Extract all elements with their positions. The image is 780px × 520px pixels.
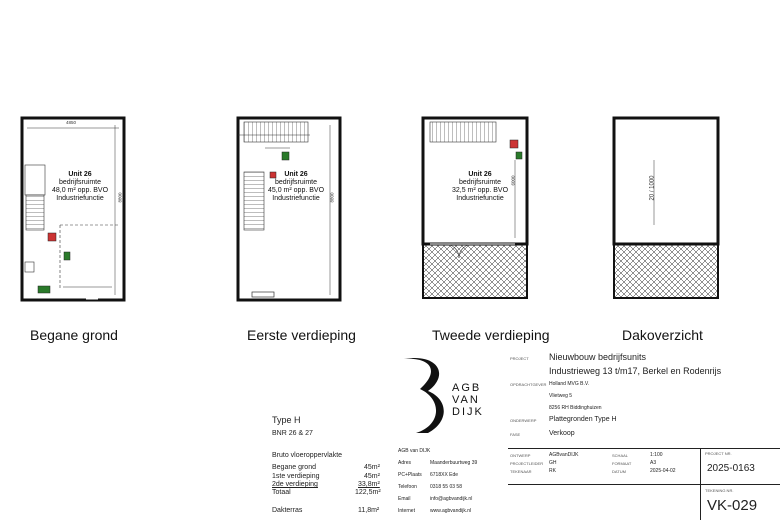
project-title: Nieuwbouw bedrijfsunits	[549, 352, 647, 362]
contact-value: www.agbvandijk.nl	[430, 508, 472, 514]
meta-value: AGBvanDIJK	[549, 452, 579, 458]
bvo-row-label: 2de verdieping	[272, 481, 318, 488]
plan1-width-dim: 4850	[66, 120, 77, 125]
caption-dakoverzicht: Dakoverzicht	[622, 327, 703, 343]
plan-dakoverzicht	[614, 118, 718, 298]
caption-begane-grond: Begane grond	[30, 327, 118, 343]
meta-value: A3	[650, 460, 657, 466]
meta-divider	[700, 448, 701, 520]
contact-value: Maanderbuurtweg 39	[430, 460, 478, 466]
contact-value: 0318 55 03 58	[430, 484, 462, 490]
contact-value: 6718XX Ede	[430, 472, 459, 478]
subject-value: Plattegronden Type H	[549, 416, 617, 423]
bvo-row-value: 122,5m²	[355, 489, 381, 496]
bvo-row-value: 45m²	[364, 464, 380, 471]
firm-name: AGB van DIJK	[398, 448, 431, 454]
client-label: OPDRACHTGEVER	[510, 382, 547, 387]
contact-label: Email	[398, 496, 411, 502]
plan-eerste-verdieping	[238, 118, 340, 300]
drawing-nr-label: TEKENING NR.	[705, 488, 734, 493]
plan2-room-label: Unit 26 bedrijfsruimte 45,0 m² opp. BVO Industriefunctie	[267, 171, 325, 202]
meta-label: PROJECTLEIDER	[510, 461, 544, 466]
contact-label: Telefoon	[398, 484, 417, 490]
plan3-depth-dim: 6000	[510, 175, 516, 186]
meta-label: FORMAAT	[612, 461, 632, 466]
bvo-row-value: 11,8m²	[358, 507, 380, 514]
meta-label: SCHAAL	[612, 453, 629, 458]
meta-label: ONTWERP	[510, 453, 531, 458]
client-line: 8256 RH Biddinghuizen	[549, 405, 602, 411]
meta-value: 2025-04-02	[650, 468, 676, 474]
project-label: PROJECT	[510, 356, 529, 361]
agb-logo	[398, 355, 448, 437]
drawing-nr-value: VK-029	[707, 497, 758, 514]
meta-label: DATUM	[612, 469, 626, 474]
bvo-row-value: 45m²	[364, 473, 380, 480]
logo-text: AGB VAN DIJK	[452, 382, 484, 418]
phase-value: Verkoop	[549, 430, 575, 437]
bvo-row-value: 33,8m²	[358, 481, 380, 488]
phase-label: FASE	[510, 432, 521, 437]
contact-label: Adres	[398, 460, 412, 466]
meta-label: TEKENAAR	[510, 469, 532, 474]
meta-divider	[508, 484, 780, 485]
plan-tweede-verdieping	[423, 118, 527, 298]
plan2-depth-dim: 8800	[329, 192, 335, 203]
meta-divider	[508, 448, 780, 449]
plan-begane-grond	[22, 118, 124, 300]
bnr-label: BNR 26 & 27	[272, 430, 313, 437]
roof-slope-label: 20 / 1000	[649, 175, 656, 201]
plan1-room-label: Unit 26 bedrijfsruimte 48,0 m² opp. BVO Industriefunctie	[51, 171, 109, 202]
caption-eerste-verdieping: Eerste verdieping	[247, 327, 356, 343]
meta-value: GH	[549, 460, 557, 466]
bvo-row-label: Begane grond	[272, 464, 316, 471]
bvo-heading: Bruto vloeroppervlakte	[272, 452, 343, 459]
plan3-room-label: Unit 26 bedrijfsruimte 32,5 m² opp. BVO Industriefunctie	[451, 171, 509, 202]
subject-label: ONDERWERP	[510, 418, 537, 423]
type-label: Type H	[272, 415, 301, 425]
contact-label: PC+Plaats	[398, 472, 422, 478]
meta-value: RK	[549, 468, 556, 474]
bvo-row-label: 1ste verdieping	[272, 473, 320, 480]
client-line: Holland MVG B.V.	[549, 381, 590, 387]
plan1-depth-dim: 8800	[117, 192, 123, 203]
bvo-row-label: Totaal	[272, 489, 291, 496]
project-nr-value: 2025-0163	[707, 463, 755, 474]
meta-value: 1:100	[650, 452, 663, 458]
contact-value: info@agbvandijk.nl	[430, 496, 473, 502]
client-line: Vlietweg 5	[549, 393, 573, 399]
contact-label: Internet	[398, 508, 415, 514]
project-nr-label: PROJECT NR.	[705, 451, 732, 456]
bvo-row-label: Dakterras	[272, 507, 303, 514]
project-address: Industrieweg 13 t/m17, Berkel en Rodenrijs	[549, 366, 722, 376]
caption-tweede-verdieping: Tweede verdieping	[432, 327, 550, 343]
